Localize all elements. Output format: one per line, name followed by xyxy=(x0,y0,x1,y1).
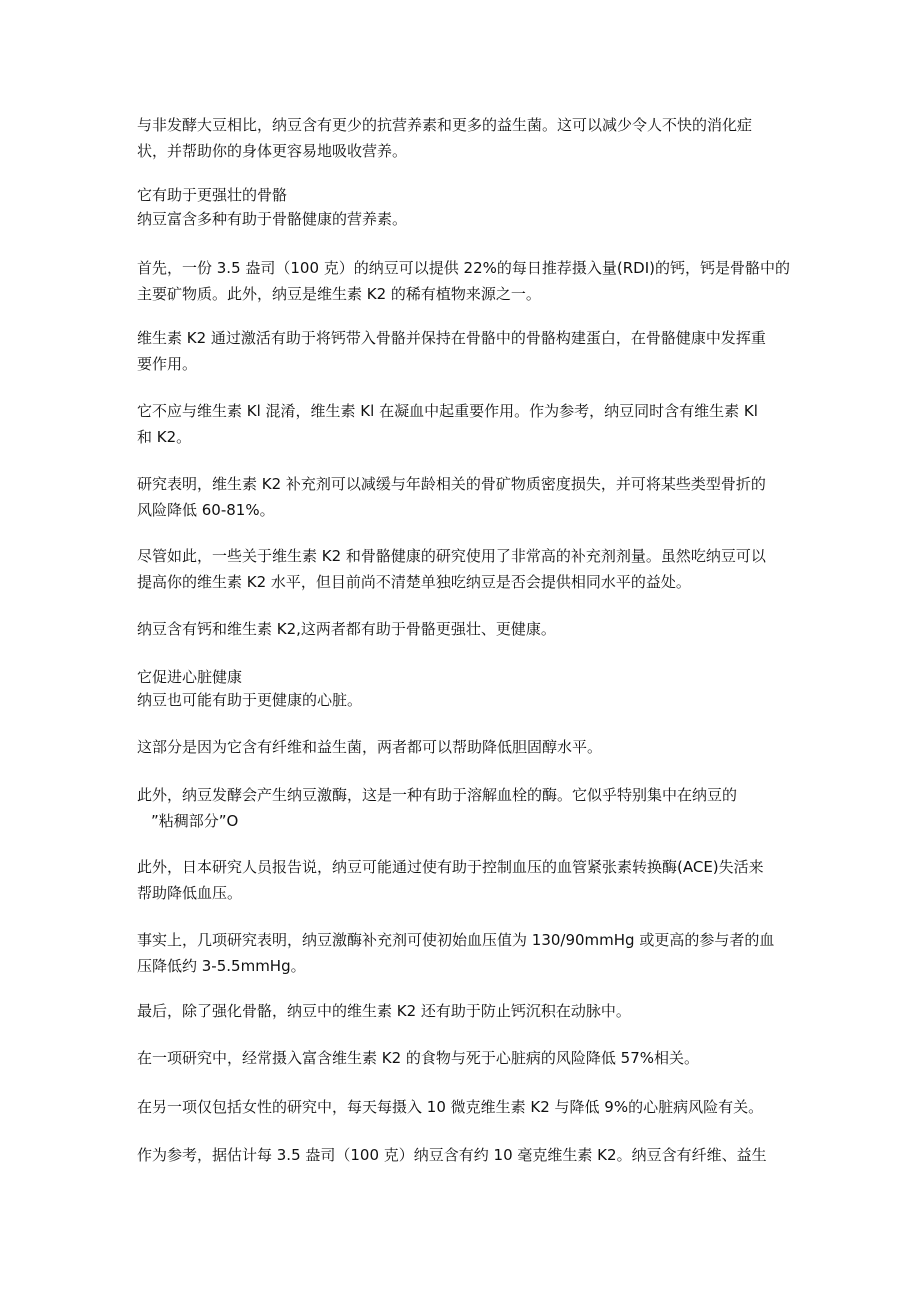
paragraph-study-women xyxy=(137,1094,787,1120)
paragraph-line: 帮助降低血压。 xyxy=(137,884,243,902)
paragraph-k1-vs-k2 xyxy=(137,398,787,450)
paragraph-line: 压降低约 3-5.5mmHg。 xyxy=(137,957,306,975)
paragraph-ace xyxy=(137,854,787,906)
paragraph-line: 首先，一份 3.5 盎司（100 克）的纳豆可以提供 22%的每日推荐摄入量(RDI)的钙，钙是骨骼中的 xyxy=(137,259,791,277)
heading-text: 它有助于更强壮的骨骼 xyxy=(137,186,288,204)
paragraph-reference xyxy=(137,1142,787,1168)
paragraph-line: 最后，除了强化骨骼，纳豆中的维生素 K2 还有助于防止钙沉积在动脉中。 xyxy=(137,1002,631,1020)
paragraph-line: 尽管如此，一些关于维生素 K2 和骨骼健康的研究使用了非常高的补充剂剂量。虽然吃纳豆可以 xyxy=(137,547,766,565)
paragraph-line: 作为参考，据估计每 3.5 盎司（100 克）纳豆含有约 10 毫克维生素 K2。纳豆含有纤维、益生 xyxy=(137,1146,767,1164)
paragraph-line: 在另一项仅包括女性的研究中，每天每摄入 10 微克维生素 K2 与降低 9%的心脏病风险有关。 xyxy=(137,1098,764,1116)
section-heading-bones xyxy=(137,182,787,208)
paragraph-line: ”粘稠部分”O xyxy=(151,812,239,830)
paragraph-bone-summary xyxy=(137,616,787,642)
paragraph-line: 要作用。 xyxy=(137,355,198,373)
paragraph-line: 纳豆也可能有助于更健康的心脏。 xyxy=(137,691,363,709)
paragraph-study-57 xyxy=(137,1045,787,1071)
paragraph-line: 研究表明，维生素 K2 补充剂可以减缓与年龄相关的骨矿物质密度损失，并可将某些类型骨折的 xyxy=(137,475,766,493)
paragraph-line: 纳豆含有钙和维生素 K2,这两者都有助于骨骼更强壮、更健康。 xyxy=(137,620,556,638)
paragraph-nattokinase xyxy=(137,782,787,834)
paragraph-line: 和 K2。 xyxy=(137,428,192,446)
paragraph-line: 在一项研究中，经常摄入富含维生素 K2 的食物与死于心脏病的风险降低 57%相关。 xyxy=(137,1049,700,1067)
paragraph-bone-nutrients xyxy=(137,206,787,232)
paragraph-line: 维生素 K2 通过激活有助于将钙带入骨骼并保持在骨骼中的骨骼构建蛋白，在骨骼健康中发挥重 xyxy=(137,329,766,347)
paragraph-k2-role xyxy=(137,325,787,377)
paragraph-line: 此外，纳豆发酵会产生纳豆激酶，这是一种有助于溶解血栓的酶。它似乎特别集中在纳豆的 xyxy=(137,786,738,804)
paragraph-line: 纳豆富含多种有助于骨骼健康的营养素。 xyxy=(137,210,408,228)
paragraph-blood-pressure xyxy=(137,927,787,979)
paragraph-high-doses xyxy=(137,543,787,595)
paragraph-line: 它不应与维生素 Kl 混淆，维生素 Kl 在凝血中起重要作用。作为参考，纳豆同时含有维生素 Kl xyxy=(137,402,758,420)
paragraph-heart-intro xyxy=(137,687,787,713)
paragraph-line: 事实上，几项研究表明，纳豆激酶补充剂可使初始血压值为 130/90mmHg 或更高的参与者的血 xyxy=(137,931,775,949)
paragraph-line: 此外，日本研究人员报告说，纳豆可能通过使有助于控制血压的血管紧张素转换酶(ACE)失活来 xyxy=(137,858,764,876)
paragraph-calcium xyxy=(137,255,791,307)
paragraph-fracture-risk xyxy=(137,471,787,523)
paragraph-line: 与非发酵大豆相比，纳豆含有更少的抗营养素和更多的益生菌。这可以减少令人不快的消化症 xyxy=(137,116,753,134)
paragraph-calcium-arteries xyxy=(137,998,787,1024)
heading-text: 它促进心脏健康 xyxy=(137,668,243,686)
paragraph-line: 风险降低 60-81%。 xyxy=(137,501,275,519)
paragraph-digestion xyxy=(137,112,787,164)
paragraph-line: 提高你的维生素 K2 水平，但目前尚不清楚单独吃纳豆是否会提供相同水平的益处。 xyxy=(137,573,691,591)
paragraph-line: 状，并帮助你的身体更容易地吸收营养。 xyxy=(137,142,408,160)
paragraph-line: 这部分是因为它含有纤维和益生菌，两者都可以帮助降低胆固醇水平。 xyxy=(137,738,603,756)
paragraph-cholesterol xyxy=(137,734,787,760)
paragraph-line: 主要矿物质。此外，纳豆是维生素 K2 的稀有植物来源之一。 xyxy=(137,285,541,303)
